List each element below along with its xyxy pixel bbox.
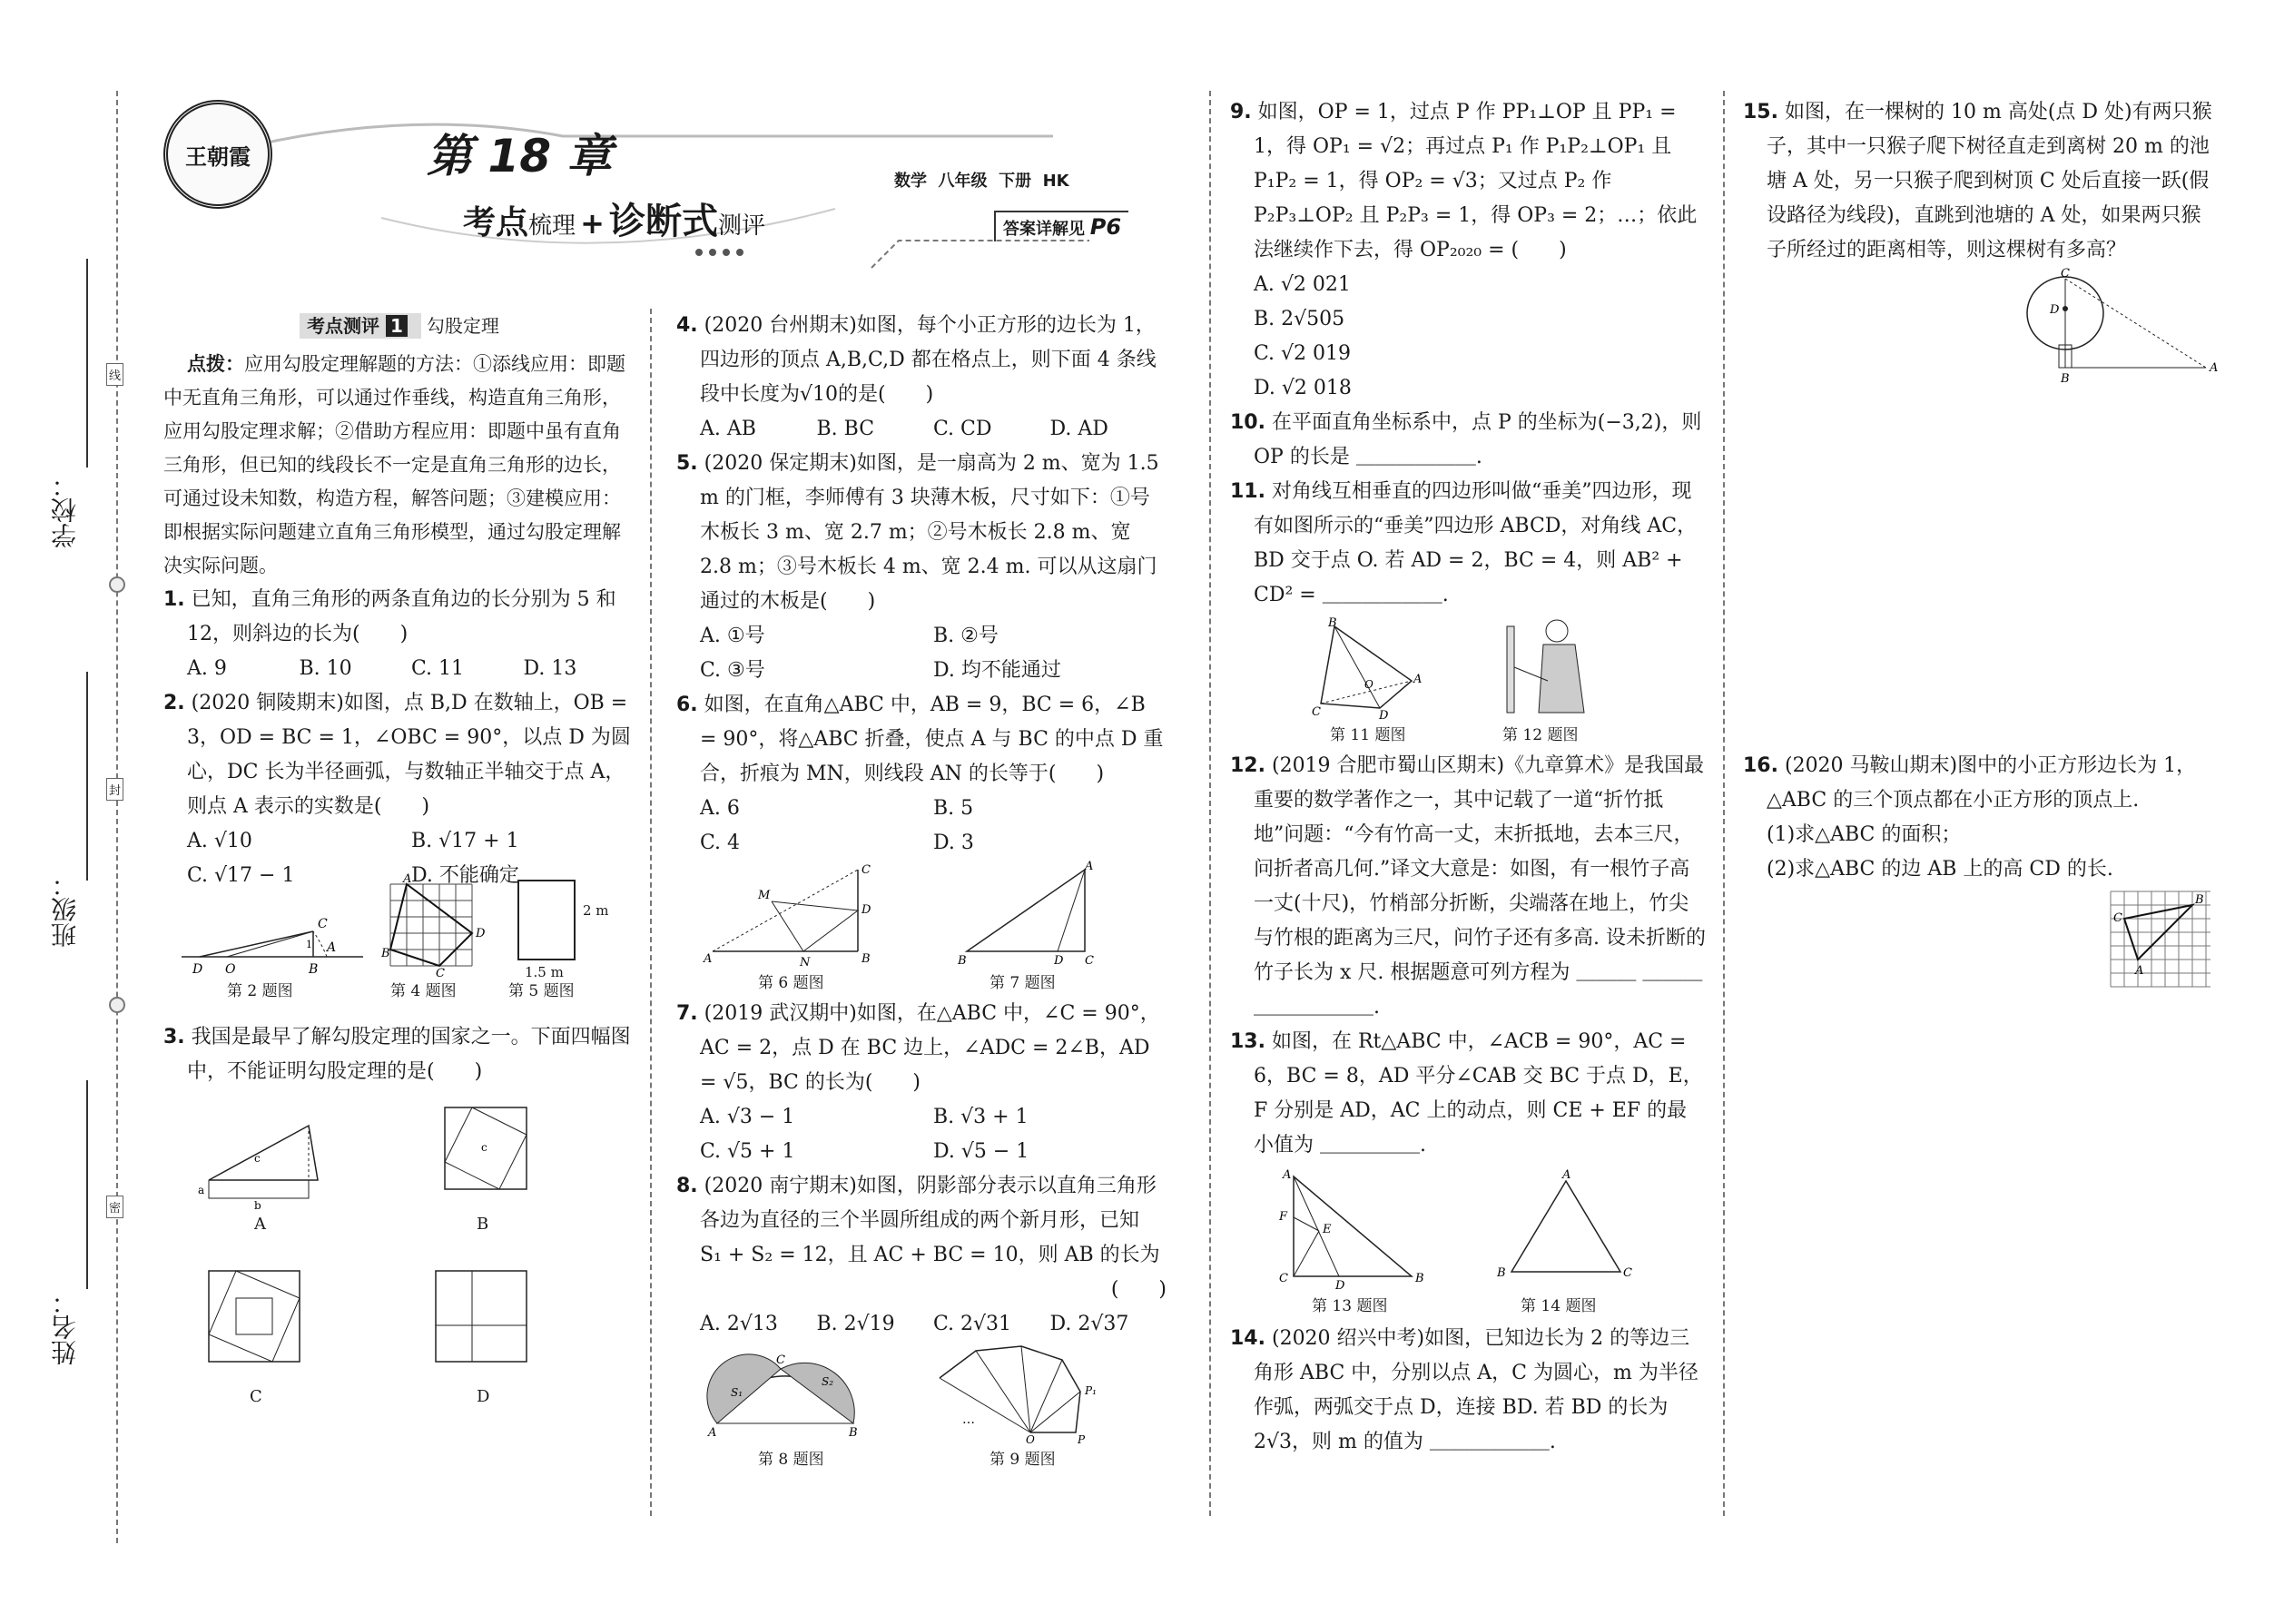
column-4 [1743,95,2219,1005]
svg-text:A: A [327,940,337,955]
caption-fig5: 第 5 题图 [508,982,575,1000]
svg-text:A: A [1283,1168,1292,1182]
figure-16-wrap [1743,887,2215,1005]
question-15 [1743,95,2215,268]
figure-12 [1493,613,1611,722]
q4-option-c[interactable]: C. CD [933,418,992,440]
question-10 [1230,406,1707,475]
question-4-options [676,412,1167,447]
caption-fig2: 第 2 题图 [227,982,293,1000]
answer-ref-text: 答案详解见 [1003,220,1085,239]
seal-mark-3: 密 [106,1196,123,1218]
question-13-num: 13. [1230,1030,1265,1053]
question-4-text: (2020 台州期末)如图，每个小正方形的边长为 1，四边形的顶点 A,B,C,D 都在格点上，则下面 4 条线段中长度为√10的是( ) [700,314,1157,406]
svg-text:C: C [861,863,871,877]
svg-text:1: 1 [306,939,312,950]
name-label: 姓名： [50,1289,80,1365]
question-14 [1230,1322,1707,1460]
brand-logo [163,100,272,209]
binding-dash-line [116,91,118,1543]
caption-fig13: 第 13 题图 [1312,1297,1388,1315]
svg-text:A: A [2135,964,2144,978]
figures-row-11-12 [1230,613,1707,749]
question-5-options [676,619,1167,688]
svg-text:B: B [849,1426,858,1440]
question-5-num: 5. [676,452,698,475]
question-11 [1230,475,1707,613]
section-num: 1 [386,315,408,337]
figure-13 [1266,1167,1430,1293]
svg-text:C: C [1279,1272,1288,1285]
question-12-num: 12. [1230,754,1265,777]
svg-text:D: D [192,962,203,977]
column-divider-3 [1723,91,1725,1516]
question-11-num: 11. [1230,480,1265,503]
question-1-num: 1. [163,588,185,611]
figure-3c-label: C [250,1387,262,1406]
svg-text:A: A [1562,1168,1571,1182]
figure-2 [182,893,363,993]
svg-text:B: B [861,952,871,966]
q1-option-c[interactable]: C. 11 [411,657,465,680]
svg-text:B: B [2195,893,2204,907]
question-10-num: 10. [1230,411,1265,434]
question-15-text: 如图，在一棵树的 10 m 高处(点 D 处)有两只猴子，其中一只猴子爬下树径直走到离树 20 m 的池塘 A 处，另一只猴子爬到树顶 C 处后直接一跃(假设路径为线段)，直跳到池塘的 A 处，如果两只猴子所经过的距离相等，则这棵树有多高？ [1767,101,2212,261]
question-7-options [676,1100,1167,1169]
svg-text:D: D [1054,954,1064,968]
svg-text:A: A [2210,361,2219,375]
figure-3c [200,1262,309,1371]
brand-logo-text: 王朝霞 [185,143,251,170]
caption-fig9: 第 9 题图 [989,1451,1056,1469]
tip-body: 应用勾股定理解题的方法：①添线应用：即题中无直角三角形，可以通过作垂线，构造直角三角形，应用勾股定理求解；②借助方程应用：即题中虽有直角三角形，但已知的线段长不一定是直角三角形的边长，可通过设未知数，构造方程，解答问题；③建模应用：即根据实际问题建立直角三角形模型，通过勾股定理解决实际问题。 [163,353,625,576]
svg-text:P: P [1078,1433,1086,1446]
question-5-text: (2020 保定期末)如图，是一扇高为 2 m、宽为 1.5 m 的门框，李师傅有 3 块薄木板，尺寸如下：①号木板长 3 m、宽 2.7 m；②号木板长 2.8 m、宽 2.8 m；③号木板长 4 m、宽 2.4 m. 可以从这扇门通过的木板是( ) [700,452,1159,613]
q6-option-b[interactable]: B. 5 [933,797,974,820]
answer-space-15 [1743,395,2215,749]
figure-11 [1312,616,1430,723]
binding-strip [0,0,136,1624]
name-line [86,1080,88,1289]
caption-fig12: 第 12 题图 [1502,726,1579,744]
q4-option-a[interactable]: A. AB [700,418,756,440]
column-2 [676,309,1167,1478]
question-3 [163,1020,635,1089]
question-8-num: 8. [676,1175,698,1197]
question-16-sub2: (2)求△ABC 的边 AB 上的高 CD 的长. [1767,858,2113,881]
question-3-num: 3. [163,1026,185,1048]
q9-option-d[interactable]: D. √2 018 [1254,377,1352,399]
question-2 [163,686,635,824]
caption-fig6: 第 6 题图 [758,974,824,992]
q5-option-c[interactable]: C. ③号 [700,659,765,682]
question-9-num: 9. [1230,101,1252,123]
q1-option-a[interactable]: A. 9 [187,657,227,680]
svg-text:C: C [2061,267,2070,281]
figure-15 [2024,268,2233,386]
question-14-text: (2020 绍兴中考)如图，已知边长为 2 的等边三角形 ABC 中，分别以点 A，C 为圆心，m 为半径作弧，两弧交于点 D，连接 BD. 若 BD 的长为 2√3，则 m 的值为 ＿＿＿＿＿＿. [1254,1327,1698,1453]
q8-option-b[interactable]: B. 2√19 [816,1313,895,1335]
question-6-text: 如图，在直角△ABC 中，AB = 9，BC = 6，∠B = 90°，将△ABC 折叠，使点 A 与 BC 的中点 D 重合，折痕为 MN，则线段 AN 的长等于( ) [700,694,1164,785]
question-10-text: 在平面直角坐标系中，点 P 的坐标为(−3,2)，则 OP 的长是 ＿＿＿＿＿＿. [1254,411,1702,468]
svg-text:b: b [254,1199,261,1212]
figures-row-6-7 [676,861,1167,997]
column-divider-1 [650,309,652,1516]
svg-text:A: A [704,952,713,966]
svg-text:P₁: P₁ [1085,1384,1097,1397]
column-1 [163,309,635,1452]
svg-text:c: c [481,1141,487,1154]
question-13 [1230,1025,1707,1163]
question-16-text: (2020 马鞍山期末)图中的小正方形边长为 1，△ABC 的三个顶点都在小正方形的顶点上. [1767,754,2197,812]
figure-3b [436,1098,536,1198]
question-4-num: 4. [676,314,698,337]
q9-option-a[interactable]: A. √2 021 [1254,273,1351,296]
svg-text:B: B [958,954,967,968]
svg-text:B: B [1497,1266,1506,1280]
seal-mark-1: 线 [106,363,123,386]
svg-text:F: F [1279,1210,1288,1224]
figure-8 [704,1342,876,1442]
question-7 [676,997,1167,1100]
figure-3d [427,1262,536,1371]
section-label-text: 考点测评 [307,315,380,337]
svg-text:A: A [1085,860,1094,873]
chapter-subtitle [463,192,765,244]
figures-row-8-9 [676,1342,1167,1478]
question-8-text: (2020 南宁期末)如图，阴影部分表示以直角三角形各边为直径的三个半圆所组成的两个新月形，已知 S₁ + S₂ = 12，且 AC + BC = 10，则 AB 的长为 [700,1175,1160,1266]
header [145,82,1198,290]
q4-option-b[interactable]: B. BC [816,418,875,440]
question-2-text: (2020 铜陵期末)如图，点 B,D 在数轴上，OB = 3，OD = BC = 1，∠OBC = 90°，以点 D 为圆心，DC 长为半径画弧，与数轴正半轴交于点 A，则点 A 表示的实数是( ) [187,692,631,818]
svg-text:E: E [1323,1223,1332,1236]
q2-option-c[interactable]: C. √17 − 1 [187,864,295,887]
q8-option-c[interactable]: C. 2√31 [933,1313,1012,1335]
q5-option-b[interactable]: B. ②号 [933,625,999,647]
svg-text:C: C [318,917,328,931]
svg-text:D: D [1379,709,1389,723]
caption-fig11: 第 11 题图 [1330,726,1406,744]
question-2-num: 2. [163,692,185,714]
answer-page: P6 [1089,214,1122,240]
svg-text:C: C [776,1353,785,1367]
svg-text:C: C [2113,911,2122,925]
q7-option-b[interactable]: B. √3 + 1 [933,1106,1029,1128]
caption-fig8: 第 8 题图 [758,1451,824,1469]
column-divider-2 [1209,91,1211,1516]
q6-option-a[interactable]: A. 6 [700,797,740,820]
q4-option-d[interactable]: D. AD [1049,418,1108,440]
question-1 [163,583,635,652]
q5-option-d[interactable]: D. 均不能通过 [933,659,1061,682]
school-label: 学校： [50,472,80,548]
caption-fig7: 第 7 题图 [989,974,1056,992]
question-6-options [676,792,1167,861]
tip-paragraph [163,348,635,583]
figure-3b-label: B [477,1215,489,1234]
svg-text:C: C [1623,1266,1632,1280]
door-height-label: 2 m [583,902,609,919]
q2-option-b[interactable]: B. √17 + 1 [411,830,519,852]
question-4 [676,309,1167,412]
svg-text:C: C [1312,705,1321,719]
figure-3a [191,1107,336,1212]
question-6-num: 6. [676,694,698,716]
question-8 [676,1169,1167,1273]
question-13-text: 如图，在 Rt△ABC 中，∠ACB = 90°，AC = 6，BC = 8，AD 平分∠CAB 交 BC 于点 D，E，F 分别是 AD，AC 上的动点，则 CE + EF 的最小值为 ＿＿＿＿＿. [1254,1030,1703,1156]
svg-text:c: c [254,1152,261,1165]
figure-15-wrap [1743,267,2219,395]
q6-option-c[interactable]: C. 4 [700,832,741,854]
caption-fig4: 第 4 题图 [390,982,457,1000]
q2-option-a[interactable]: A. √10 [187,830,252,852]
svg-text:A: A [708,1426,717,1440]
figure-3-grid [163,1089,635,1452]
subtitle-plus: + [580,206,605,241]
subtitle-small-2: 测评 [718,212,766,240]
svg-text:O: O [1026,1433,1035,1446]
subtitle-small-1: 梳理 [528,212,576,240]
question-3-text: 我国是最早了解勾股定理的国家之一。下面四幅图中，不能证明勾股定理的是( ) [187,1026,631,1083]
svg-text:…: … [962,1412,975,1427]
svg-text:O: O [225,962,236,977]
q2-option-d[interactable]: D. 不能确定 [411,864,519,887]
figure-9 [921,1342,1112,1446]
svg-text:M: M [758,889,771,902]
figure-14 [1493,1167,1639,1285]
book-meta: 数学 八年级 下册 HK [894,172,1069,191]
svg-text:C: C [1085,954,1094,968]
door-width-label: 1.5 m [525,964,564,980]
section-title: 勾股定理 [426,315,499,337]
question-11-text: 对角线互相垂直的四边形叫做“垂美”四边形，现有如图所示的“垂美”四边形 ABCD，对角线 AC，BD 交于点 O. 若 AD = 2，BC = 4，则 AB² + CD² = ＿＿＿＿＿＿. [1254,480,1698,606]
caption-fig14: 第 14 题图 [1521,1297,1597,1315]
column-3 [1230,95,1707,1460]
svg-text:S₁: S₁ [731,1386,743,1399]
svg-text:A: A [1413,673,1423,686]
question-16-num: 16. [1743,754,1778,777]
svg-text:B: B [1328,616,1337,630]
svg-text:D: D [2050,303,2060,317]
class-line [86,672,88,881]
question-16 [1743,749,2215,818]
figure-3a-label: A [254,1215,266,1234]
answer-reference [994,211,1128,241]
subtitle-bold-1: 考点 [463,204,529,241]
q5-option-a[interactable]: A. ①号 [700,625,765,647]
q8-option-d[interactable]: D. 2√37 [1049,1313,1129,1335]
section-label [300,313,421,339]
svg-text:D: D [861,903,871,917]
svg-text:B: B [309,962,319,977]
figure-16 [2106,887,2215,996]
figures-row-13-14 [1230,1163,1707,1322]
question-9 [1230,95,1707,268]
question-1-text: 已知，直角三角形的两条直角边的长分别为 5 和 12，则斜边的长为( ) [187,588,616,645]
class-label: 班级： [50,871,80,948]
q7-option-d[interactable]: D. √5 − 1 [933,1140,1029,1163]
figure-7 [958,861,1103,969]
figure-3d-label: D [477,1387,490,1406]
question-9-options [1230,268,1707,406]
seal-mark-2: 封 [106,778,123,801]
svg-text:D: D [476,927,486,940]
question-12-text: (2019 合肥市蜀山区期末)《九章算术》是我国最重要的数学著作之一，其中记载了一道“折竹抵地”问题：“今有竹高一丈，末折抵地，去本三尺，问折者高几何.”译文大意是：如图，有一根竹子高一丈(十尺)，竹梢部分折断，尖端落在地上，竹尖与竹根的距离为三尺，问竹子还有多高. 设未折断的竹子长为 x 尺. 根据题意可列方程为 ＿＿＿ ＿＿＿＿＿＿＿＿＿. [1254,754,1706,1019]
svg-text:N: N [800,956,811,969]
q6-option-d[interactable]: D. 3 [933,832,974,854]
svg-text:B: B [381,947,390,960]
svg-text:S₂: S₂ [822,1375,834,1388]
question-9-text: 如图，OP = 1，过点 P 作 PP₁⊥OP 且 PP₁ = 1，得 OP₁ = √2；再过点 P₁ 作 P₁P₂⊥OP₁ 且 P₁P₂ = 1，得 OP₂ = √3；又过点 P₂ 作 P₂P₃⊥OP₂ 且 P₂P₃ = 1，得 OP₃ = 2；…；依此法继续作下去，得 OP₂₀₂₀ = ( ) [1254,101,1698,261]
chapter-title: 第 18 章 [427,130,613,182]
question-6 [676,688,1167,792]
question-8-options [676,1307,1167,1342]
q7-option-c[interactable]: C. √5 + 1 [700,1140,795,1163]
binding-dot-1 [109,576,125,593]
svg-text:D: D [1335,1279,1345,1293]
question-5 [676,447,1167,619]
svg-text:A: A [403,872,412,886]
question-1-options [163,652,635,686]
q9-option-c[interactable]: C. √2 019 [1254,342,1352,365]
tip-head: 点拨： [187,353,244,375]
subtitle-bold-2: 诊断式 [609,201,719,242]
question-16-sub1: (1)求△ABC 的面积； [1767,823,1962,846]
question-7-text: (2019 武汉期中)如图，在△ABC 中，∠C = 90°，AC = 2，点 D 在 BC 边上，∠ADC = 2∠B，AD = √5，BC 的长为( ) [700,1002,1160,1094]
figure-5-door [517,880,576,960]
figure-4 [381,872,490,980]
q8-option-a[interactable]: A. 2√13 [700,1313,778,1335]
question-7-num: 7. [676,1002,698,1025]
q1-option-b[interactable]: B. 10 [299,657,352,680]
svg-text:C: C [436,967,445,980]
svg-text:O: O [1364,678,1373,691]
question-8-paren: ( ) [1110,1278,1167,1301]
q9-option-b[interactable]: B. 2√505 [1254,308,1345,330]
svg-text:a: a [198,1184,205,1196]
school-line [86,259,88,468]
q7-option-a[interactable]: A. √3 − 1 [700,1106,795,1128]
q1-option-d[interactable]: D. 13 [523,657,577,680]
svg-text:B: B [2061,372,2070,386]
figure-6 [704,861,885,969]
question-15-num: 15. [1743,101,1778,123]
section-header [163,309,635,344]
svg-text:B: B [1415,1272,1424,1285]
question-14-num: 14. [1230,1327,1265,1350]
question-12 [1230,749,1707,1025]
binding-dot-2 [109,997,125,1013]
